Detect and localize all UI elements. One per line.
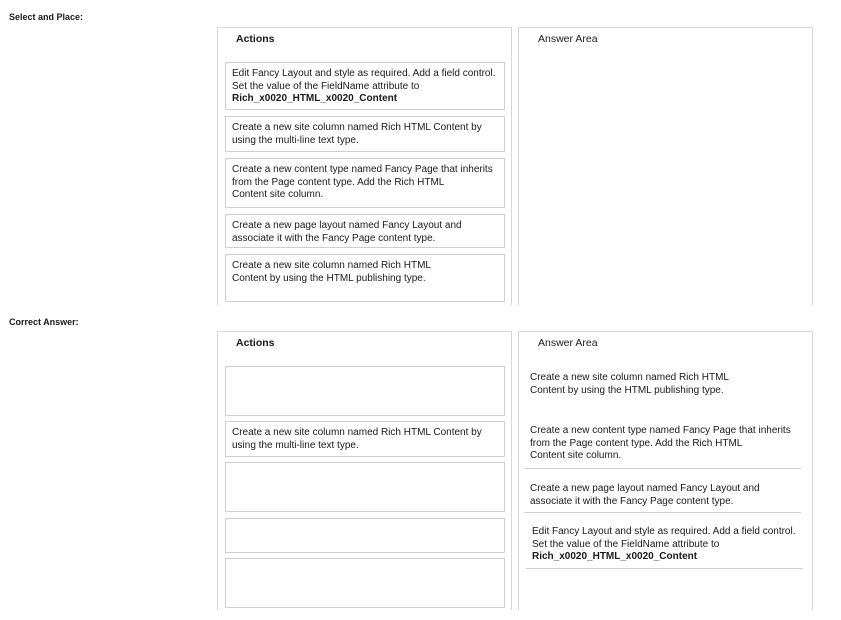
empty-slot — [225, 462, 505, 512]
empty-slot — [225, 558, 505, 608]
correct-answer-label: Correct Answer: — [9, 317, 79, 327]
action-card-multiline-column[interactable] — [225, 421, 505, 457]
card-text-line: Content site column. — [530, 450, 622, 461]
card-text-line: Create a new site column named Rich HTML — [530, 372, 729, 383]
card-text-line: Content site column. — [232, 189, 324, 200]
card-text-line: Edit Fancy Layout and style as required. Add a field control. — [532, 526, 796, 537]
card-text-line: Create a new site column named Rich HTML — [232, 260, 431, 271]
card-text-line: Content by using the HTML publishing type. — [232, 272, 426, 284]
answer-area-title: Answer Area — [538, 33, 598, 45]
actions-panel — [217, 27, 512, 305]
card-text-line: Content by using the HTML publishing type. — [530, 384, 724, 396]
card-text-bold: Rich_x0020_HTML_x0020_Content — [532, 551, 698, 562]
select-and-place-label: Select and Place: — [9, 12, 84, 22]
card-text-line: Create a new site column named Rich HTML Content by — [232, 427, 482, 438]
actions-title: Actions — [236, 337, 275, 349]
empty-slot — [225, 518, 505, 553]
answer-area-title: Answer Area — [538, 337, 598, 349]
card-text-line: Edit Fancy Layout and style as required. Add a field control. — [232, 68, 496, 79]
card-text-line: Create a new page layout named Fancy Layout and — [232, 220, 462, 231]
action-card-edit-layout[interactable] — [225, 62, 505, 110]
card-text-line: Set the value of the FieldName attribute to — [232, 80, 420, 92]
action-card-page-layout[interactable] — [225, 214, 505, 248]
answer-area-panel[interactable] — [518, 27, 813, 305]
action-card-multiline-column[interactable] — [225, 116, 505, 152]
answer-area-panel[interactable] — [518, 331, 813, 610]
answer-step-3[interactable] — [524, 478, 801, 513]
action-card-content-type[interactable] — [225, 158, 505, 208]
answer-actions-panel — [217, 331, 512, 610]
card-text-line: Create a new page layout named Fancy Layout and — [530, 483, 760, 494]
card-text-line: Set the value of the FieldName attribute to — [532, 538, 720, 550]
actions-title: Actions — [236, 33, 275, 45]
empty-slot — [225, 366, 505, 416]
answer-step-1[interactable] — [524, 367, 801, 411]
card-text-line: using the multi-line text type. — [232, 134, 359, 146]
card-text-line: from the Page content type. Add the Rich HTML — [232, 176, 445, 188]
card-text-line: associate it with the Fancy Page content type. — [530, 495, 734, 507]
card-text-line: associate it with the Fancy Page content type. — [232, 232, 436, 244]
answer-step-4[interactable] — [526, 521, 803, 569]
card-text-line: Create a new content type named Fancy Page that inherits — [232, 164, 493, 175]
card-text-bold: Rich_x0020_HTML_x0020_Content — [232, 93, 398, 104]
card-text-line: from the Page content type. Add the Rich HTML — [530, 437, 743, 449]
card-text-line: using the multi-line text type. — [232, 439, 359, 451]
card-text-line: Create a new content type named Fancy Page that inherits — [530, 425, 791, 436]
action-card-html-column[interactable] — [225, 254, 505, 302]
card-text-line: Create a new site column named Rich HTML Content by — [232, 122, 482, 133]
answer-step-2[interactable] — [524, 420, 801, 469]
